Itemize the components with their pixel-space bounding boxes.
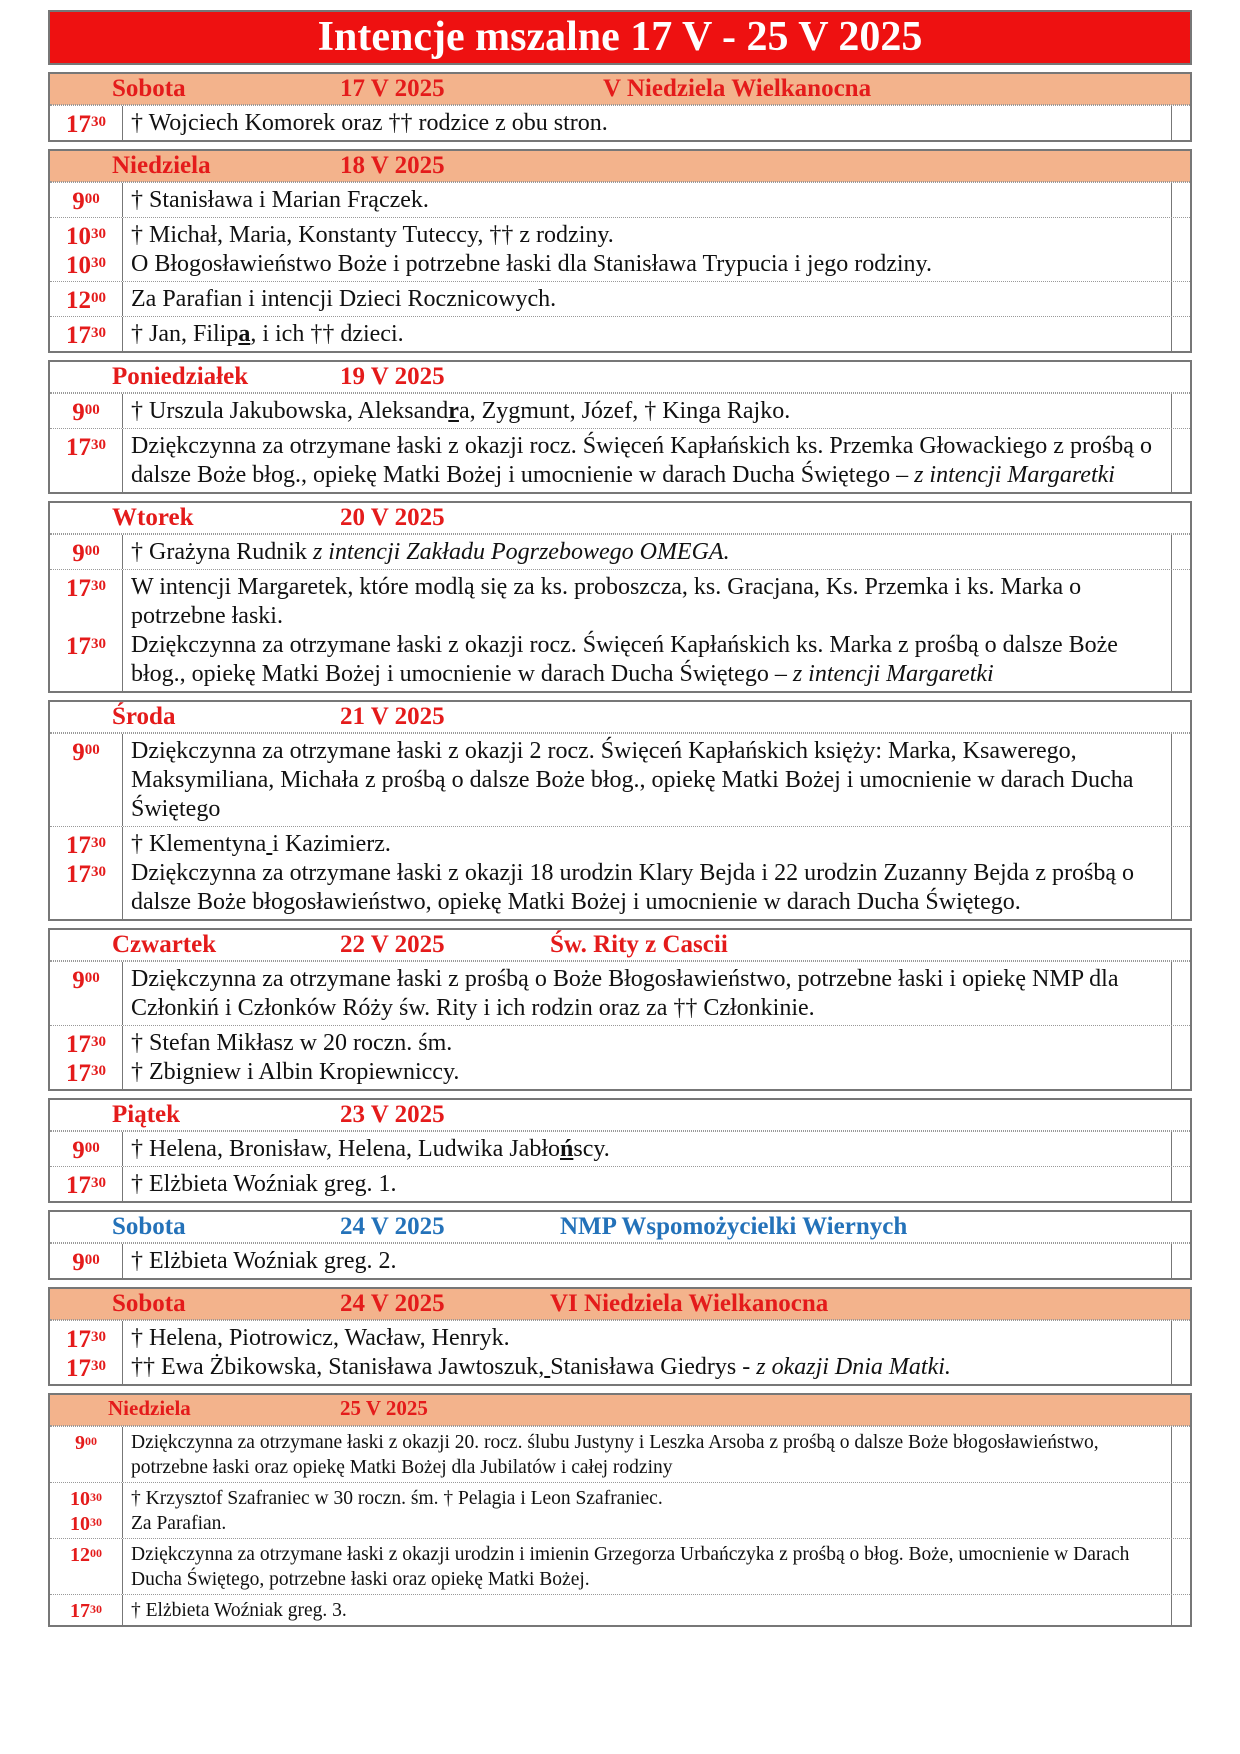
mass-times [50,317,123,351]
mass-times [50,1321,123,1384]
mass-time: $17^{30}$ [66,575,106,602]
intention-text: † Helena, Bronisław, Helena, Ludwika Jabłońscy. [131,1136,610,1162]
intention-text: † Stefan Mikłasz w 20 roczn. śm. [131,1030,453,1056]
mass-time: $9^{00}$ [72,399,100,426]
intention-text: Za Parafian. [131,1513,227,1534]
underlined-letter: ń [560,1136,574,1162]
mass-times [50,1483,123,1538]
mass-time: $17^{30}$ [66,832,106,859]
intention-text: † Wojciech Komorek oraz †† rodzice z obu stron. [131,110,608,136]
mass-row [50,733,1190,826]
underlined-letter [266,831,272,857]
day-name: Środa [112,703,176,730]
intentions-cell [123,1539,1172,1594]
day-header [50,362,1190,393]
mass-time-minutes: 30 [91,578,106,594]
intention-text: Dziękczynna za otrzymane łaski z okazji 18 urodzin Klary Bejda i 22 urodzin Zuzanny Bejda z prośbą o dalsze Boże błogosławieństwo, opiekę Matki Bożej i umocnienie w darach Ducha Świętego. [131,860,1134,915]
intentions-cell [123,1026,1172,1089]
day-date: 24 V 2025 [340,1213,445,1240]
day-header [50,1100,1190,1131]
mass-row [50,281,1190,316]
intention-text: Dziękczynna za otrzymane łaski z okazji 2 rocz. Święceń Kapłańskich księży: Marka, Ksawerego, Maksymiliana, Michała z prośbą o dalsze Boże błog., opiekę Matki Bożej i umocnienie w darach Ducha Świętego [131,738,1134,822]
mass-time: $17^{30}$ [66,1031,106,1058]
intention-text: † Krzysztof Szafraniec w 30 roczn. śm. † Pelagia i Leon Szafraniec. [131,1488,663,1509]
intention-text: Za Parafian i intencji Dzieci Rocznicowych. [131,286,557,312]
intentions-page [48,10,1192,1627]
intentions-cell [123,1483,1172,1538]
mass-row [50,1243,1190,1278]
mass-times [50,394,123,428]
mass-time: $17^{30}$ [70,1600,102,1622]
feast-name: V Niedziela Wielkanocna [603,75,872,102]
mass-time-minutes: 30 [90,1515,102,1529]
mass-time: $12^{00}$ [70,1544,102,1566]
intentions-cell [123,570,1172,691]
day-date: 21 V 2025 [340,703,445,730]
mass-row [50,1426,1190,1482]
mass-times [50,1026,123,1089]
mass-row [50,217,1190,281]
mass-time-minutes: 00 [84,1252,100,1268]
mass-time: $9^{00}$ [72,739,100,766]
mass-row [50,1320,1190,1384]
intention-text: † Elżbieta Woźniak greg. 1. [131,1171,397,1197]
day-name: Sobota [112,1290,186,1317]
mass-time-minutes: 30 [91,1329,106,1345]
intentions-cell [123,1595,1172,1625]
day-header [50,503,1190,534]
day-block [48,1098,1192,1203]
mass-row [50,428,1190,492]
mass-time: $17^{30}$ [66,1172,106,1199]
day-block [48,700,1192,921]
intentions-cell [123,183,1172,217]
intentions-cell [123,1132,1172,1166]
day-name: Czwartek [112,931,217,958]
feast-name: VI Niedziela Wielkanocna [550,1290,829,1317]
mass-time-minutes: 00 [84,742,100,758]
mass-time [83,603,89,632]
mass-row [50,826,1190,919]
mass-time: $17^{30}$ [66,1060,106,1087]
mass-time-minutes: 30 [91,437,106,453]
day-date: 24 V 2025 [340,1290,445,1317]
intention-text: † Zbigniew i Albin Kropiewniccy. [131,1059,460,1085]
day-header [50,151,1190,182]
mass-time: $10^{30}$ [70,1513,102,1535]
mass-time-minutes: 30 [91,835,106,851]
day-block [48,928,1192,1091]
day-block [48,1287,1192,1386]
intention-text: Dziękczynna za otrzymane łaski z okazji 20. rocz. ślubu Justyny i Leszka Arsoba z prośbą o dalsze Boże błogosławieństwo, potrzebne łaski oraz opiekę Matki Bożej dla Jubilatów i całej rodziny [131,1432,1099,1478]
mass-time: $9^{00}$ [72,967,100,994]
day-header [50,74,1190,105]
intention-italic: z intencji Margaretki [914,462,1115,488]
mass-times [50,183,123,217]
mass-time-minutes: 30 [91,1358,106,1374]
day-header [50,1212,1190,1243]
mass-row [50,534,1190,569]
mass-time: $17^{30}$ [66,434,106,461]
page-title: Intencje mszalne 17 V - 25 V 2025 [48,10,1192,65]
mass-times [50,570,123,691]
mass-row [50,1025,1190,1089]
day-block [48,72,1192,142]
day-block [48,1210,1192,1280]
mass-row [50,1482,1190,1538]
mass-row [50,569,1190,691]
mass-time-minutes: 30 [90,1490,102,1504]
mass-times [50,218,123,281]
mass-times [50,734,123,826]
intentions-cell [123,394,1172,428]
mass-time: $10^{30}$ [66,223,106,250]
underlined-letter: r [448,398,459,424]
intention-text: † Elżbieta Woźniak greg. 2. [131,1248,397,1274]
mass-times [50,1539,123,1594]
mass-time: $17^{30}$ [66,633,106,660]
intention-text: † Urszula Jakubowska, Aleksandra, Zygmunt, Józef, † Kinga Rajko. [131,398,791,424]
intention-text: W intencji Margaretek, które modlą się za ks. proboszcza, ks. Gracjana, Ks. Przemka i ks. Marka o potrzebne łaski. [131,574,1082,629]
mass-times [50,962,123,1025]
intention-text: † Klementyna i Kazimierz. [131,831,391,857]
mass-time-minutes: 30 [91,636,106,652]
mass-time-minutes: 00 [85,1434,97,1448]
mass-time-minutes: 00 [84,1140,100,1156]
intentions-cell [123,429,1172,492]
mass-time-minutes: 30 [91,114,106,130]
mass-row [50,316,1190,351]
day-name: Niedziela [112,152,211,179]
mass-row [50,182,1190,217]
mass-times [50,429,123,492]
intention-text: †† Ewa Żbikowska, Stanisława Jawtoszuk, Stanisława Giedrys - z okazji Dnia Matki. [131,1354,951,1380]
day-date: 18 V 2025 [340,152,445,179]
underlined-letter: a [238,321,251,347]
mass-times [50,1244,123,1278]
mass-row [50,393,1190,428]
mass-time-minutes: 30 [91,1175,106,1191]
day-date: 19 V 2025 [340,363,445,390]
feast-name: NMP Wspomożycielki Wiernych [560,1213,908,1240]
mass-times [50,1132,123,1166]
intention-italic: z intencji Zakładu Pogrzebowego OMEGA. [312,539,730,565]
mass-time-minutes: 00 [91,290,106,306]
intentions-cell [123,1244,1172,1278]
mass-time: $9^{00}$ [72,188,100,215]
mass-row [50,1538,1190,1594]
day-name: Piątek [112,1101,181,1128]
intention-italic: z intencji Margaretki [792,661,994,687]
day-block [48,1393,1192,1627]
intention-text: O Błogosławieństwo Boże i potrzebne łaski dla Stanisława Trypucia i jego rodziny. [131,251,932,277]
day-block [48,360,1192,494]
mass-time: $9^{00}$ [75,1432,97,1454]
mass-row [50,1166,1190,1201]
mass-row [50,961,1190,1025]
mass-time-minutes: 30 [91,1063,106,1079]
intention-text: † Elżbieta Woźniak greg. 3. [131,1600,347,1621]
mass-times [50,1595,123,1625]
intentions-cell [123,535,1172,569]
feast-name: Św. Rity z Cascii [550,931,728,958]
mass-time: $10^{30}$ [70,1488,102,1510]
mass-time: $9^{00}$ [72,1249,100,1276]
day-name: Sobota [112,1213,186,1240]
intentions-cell [123,282,1172,316]
day-header [50,702,1190,733]
intention-text: Dziękczynna za otrzymane łaski z okazji rocz. Święceń Kapłańskich ks. Marka z prośbą o dalsze Boże błog., opiekę Matki Bożej i umocnienie w darach Ducha Świętego – z intencji Margaretki [131,632,1118,687]
intention-text: † Grażyna Rudnik z intencji Zakładu Pogrzebowego OMEGA. [131,539,730,565]
day-date: 22 V 2025 [340,931,445,958]
mass-time: $17^{30}$ [66,861,106,888]
intentions-cell [123,827,1172,919]
day-name: Niedziela [108,1396,191,1420]
mass-time-minutes: 00 [84,191,100,207]
intention-text: † Michał, Maria, Konstanty Tuteccy, †† z rodziny. [131,222,614,248]
intention-text: † Jan, Filipa, i ich †† dzieci. [131,321,404,347]
intentions-cell [123,1167,1172,1201]
mass-time-minutes: 00 [84,970,100,986]
intention-text: Dziękczynna za otrzymane łaski z okazji urodzin i imienin Grzegorza Urbańczyka z prośbą o błog. Boże, umocnienie w Darach Ducha Świętego, potrzebne łaski oraz opiekę Matki Bożej. [131,1544,1130,1590]
mass-time: $10^{30}$ [66,252,106,279]
day-header [50,1289,1190,1320]
mass-times [50,1167,123,1201]
intention-text: † Stanisława i Marian Frączek. [131,187,429,213]
mass-time-minutes: 30 [91,864,106,880]
day-name: Poniedziałek [112,363,249,390]
intentions-cell [123,1427,1172,1482]
mass-time: $12^{00}$ [66,287,106,314]
mass-time-minutes: 30 [91,325,106,341]
mass-time-minutes: 30 [90,1602,102,1616]
mass-times [50,1427,123,1482]
day-date: 25 V 2025 [340,1396,428,1420]
mass-time: $17^{30}$ [66,111,106,138]
mass-time: $9^{00}$ [72,540,100,567]
mass-time-minutes: 00 [84,543,100,559]
intentions-cell [123,1321,1172,1384]
day-header [50,1395,1190,1426]
intentions-cell [123,734,1172,826]
mass-time-minutes: 30 [91,255,106,271]
mass-times [50,106,123,140]
mass-time-minutes: 00 [84,402,100,418]
intentions-cell [123,962,1172,1025]
intention-text: Dziękczynna za otrzymane łaski z prośbą o Boże Błogosławieństwo, potrzebne łaski i opiekę NMP dla Członkiń i Członków Róży św. Rity i ich rodzin oraz za †† Członkinie. [131,966,1119,1021]
intention-text: Dziękczynna za otrzymane łaski z okazji rocz. Święceń Kapłańskich ks. Przemka Głowackiego z prośbą o dalsze Boże błog., opiekę Matki Bożej i umocnienie w darach Ducha Świętego – z intencji Margaretki [131,433,1152,488]
underlined-letter [544,1354,550,1380]
mass-times [50,827,123,919]
mass-time: $17^{30}$ [66,1326,106,1353]
day-date: 17 V 2025 [340,75,445,102]
mass-time: $17^{30}$ [66,1355,106,1382]
mass-row [50,1131,1190,1166]
mass-time-minutes: 00 [90,1546,102,1560]
day-block [48,149,1192,353]
day-date: 23 V 2025 [340,1101,445,1128]
intention-text: † Helena, Piotrowicz, Wacław, Henryk. [131,1325,510,1351]
intentions-cell [123,218,1172,281]
mass-time-minutes: 30 [91,1034,106,1050]
intentions-cell [123,317,1172,351]
mass-row [50,105,1190,140]
mass-row [50,1594,1190,1625]
day-header [50,930,1190,961]
intentions-cell [123,106,1172,140]
mass-time-minutes: 30 [91,226,106,242]
day-block [48,501,1192,693]
day-name: Wtorek [112,504,194,531]
mass-time: $17^{30}$ [66,322,106,349]
days-list [48,72,1192,1627]
day-date: 20 V 2025 [340,504,445,531]
mass-time: $9^{00}$ [72,1137,100,1164]
intention-italic: z okazji Dnia Matki. [756,1354,951,1380]
mass-times [50,282,123,316]
day-name: Sobota [112,75,186,102]
mass-times [50,535,123,569]
